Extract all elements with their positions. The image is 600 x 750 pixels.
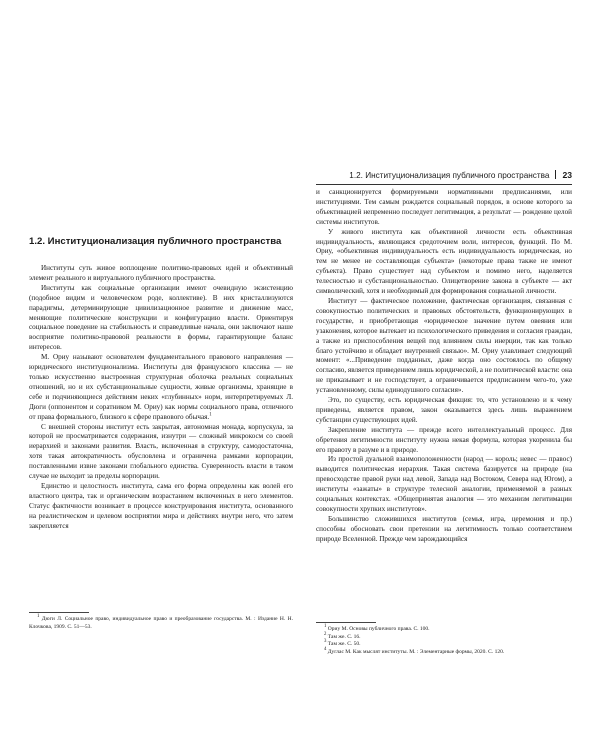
right-footnotes	[316, 626, 572, 656]
left-footnote-number: 1	[37, 614, 40, 620]
left-footnote-text: Дюги Л. Социальное право, индивидуальное право и преобразование государства. М. : Издание Н. Н. Клочкова, 1909. С. 51—53.	[29, 616, 294, 630]
running-head	[316, 170, 572, 184]
left-paragraph-2: Институты как социальные организации имеют очевидную экзистенцию (подобное видим и человеческом роде, коллективе). В них кристаллизуются парадигмы, детерминирующие цивилизационное развитие и движение масс, меняющие политические конструкции и конфигурацию власти. Ориентируя социальное поведение на стабильность и справедливые начала, они заключают наше восприятие политико-правовой реальности в формы, гарантирующие баланс интересов.	[29, 283, 293, 352]
right-footnote-number-2: 2	[324, 631, 327, 637]
left-page-body	[29, 264, 293, 531]
left-footnote-1	[29, 616, 293, 631]
left-paragraph-3-text: М. Ориу называют основателем фундаментального правового направления — юридического институционализма. Институты для французского классика — не только искусственно выстроенная структурная оболочка реальных социальных отношений, но и их субстанциональные сущности, живые организмы, хранящие в себе и подчиняющиеся действиям неких «глубинных» норм, интерпретируемых Л. Дюги (оппонентом и соратником М. Ориу) как нормы социального права, отличного от права формального, близкого к сфере правового обычая.	[29, 353, 293, 421]
right-paragraph-5: Закрепление института — прежде всего интеллектуальный процесс. Для обретения легитимности институту нужна некая формула, которая укоренила бы его правоту в разуме и в природе.	[316, 425, 572, 454]
right-page-body	[316, 188, 572, 545]
right-footnote-3	[316, 641, 572, 649]
left-paragraph-3	[29, 353, 293, 422]
right-paragraph-7: Большинство сложившихся институтов (семья, игра, церемония и пр.) способны обосновать свои претензии на легитимность только соответствием природе Вселенной. Прежде чем зарождающийся	[316, 514, 572, 543]
left-paragraph-1: Институты суть живое воплощение политико-правовых идей и объективный элемент реального и виртуального публичного пространства.	[29, 264, 293, 282]
left-footnote-rule	[29, 612, 89, 613]
page-number: 23	[562, 170, 572, 180]
right-paragraph-1: и санкционируется формируемыми нормативными предписаниями, или институциями. Тем самым рождается социальный порядок, в основе которого за объективацией непременно последует легитимация, а результат — рождение целой системы институтов.	[316, 188, 572, 226]
running-head-rule	[316, 184, 572, 185]
section-title: 1.2. Институционализация публичного пространства	[29, 236, 282, 247]
right-paragraph-6: Из простой дуальной взаимоположенности (народ — король; невес — правос) выводится политическая иерархия. Такая система базируется на природе (на превосходстве правой руки над левой, Запада над Востоком, Севера над Югом), а институты «зажаты» в структуре телесной аналогии, применяемой в разных социальных контекстах. «Общепринятая аналогия — это механизм легитимации совокупности хрупких институтов».	[316, 455, 572, 513]
right-footnote-number-4: 4	[324, 646, 327, 652]
right-paragraph-2: У живого института как объективной личности есть объективная индивидуальность, являющаяся средоточием воли, интересов, функций. По М. Ориу, «объективная индивидуальность есть индивидуальность юридическая, но тем не менее не составляющая субъекта» (некоторые права также не имеют субъекта). Право существует над субъектом и помимо него, наделяется телесностью и субстанциональностью. Олицетворение закона в субъекте — акт символический, хотя и необходимый для формирования социальной личности.	[316, 227, 572, 296]
right-footnote-text-1: Ориу М. Основы публичного права. С. 100.	[327, 626, 430, 632]
left-paragraph-4: С внешней стороны институт есть закрытая, автономная монада, корпускула, за которой не просматривается содержания, изнутри — сложный микрокосм со своей иерархией и законами развития. Власть, включенная в структуру, самодостаточна, хотя такая автократичность обусловлена и ограничена рамками корпорации, поставленными извне законами глобального единства. Суверенность власти в таком случае не выходит за пределы корпорации.	[29, 422, 293, 481]
left-paragraph-5: Единство и целостность института, сама его форма определены как волей его властного центра, так и органическим возрастанием включенных в него элементов. Статус фактичности возникает в процессе конструирования института, основанного на реалистическом и целевом восприятии мира и действиях внутри него, что затем закрепляется	[29, 481, 293, 530]
footnote-ref-1: 1	[209, 412, 212, 418]
right-footnote-rule	[316, 622, 376, 623]
right-footnote-1	[316, 626, 572, 634]
right-footnote-text-2: Там же. С. 16.	[327, 633, 361, 640]
right-paragraph-4: Это, по существу, есть юридическая фикция: то, что установлено и к чему приведены, является правом, закон оказывается здесь лишь выражением субстанции существующих идей.	[316, 396, 572, 424]
right-footnote-text-4: Дуглас М. Как мыслят институты. М. : Элементарные формы, 2020. С. 120.	[327, 648, 505, 655]
left-footnotes	[29, 616, 293, 631]
running-head-separator	[555, 170, 556, 179]
running-head-title: 1.2. Институционализация публичного пространства	[349, 171, 550, 180]
right-footnote-4	[316, 646, 572, 657]
right-footnote-number-3: 3	[324, 639, 327, 645]
right-footnote-text-3: Там же. С. 50.	[327, 641, 361, 648]
right-paragraph-3: Институт — фактическое положение, фактическая организация, связанная с совокупностью политических и правовых обстоятельств, функционирующих в государстве, и приобретающая «юридическое значение путем овеяния или узаконения, которое вытекает из психологического приведения и согласия граждан, а также из приспособления вещей под влиянием силы инерции, так как только благо устойчиво и обладает внутренней связью». М. Ориу улавливает следующий момент: «...Приведение подданных, даже когда оно состоялось по общему согласию, является приведением лишь юридической, а не политической власти: она не приказывает и не господствует, а ограничивается предписанием чего-то, уже установленному, силы единодушного согласия».	[316, 296, 572, 395]
right-footnote-number-1: 1	[324, 624, 327, 630]
